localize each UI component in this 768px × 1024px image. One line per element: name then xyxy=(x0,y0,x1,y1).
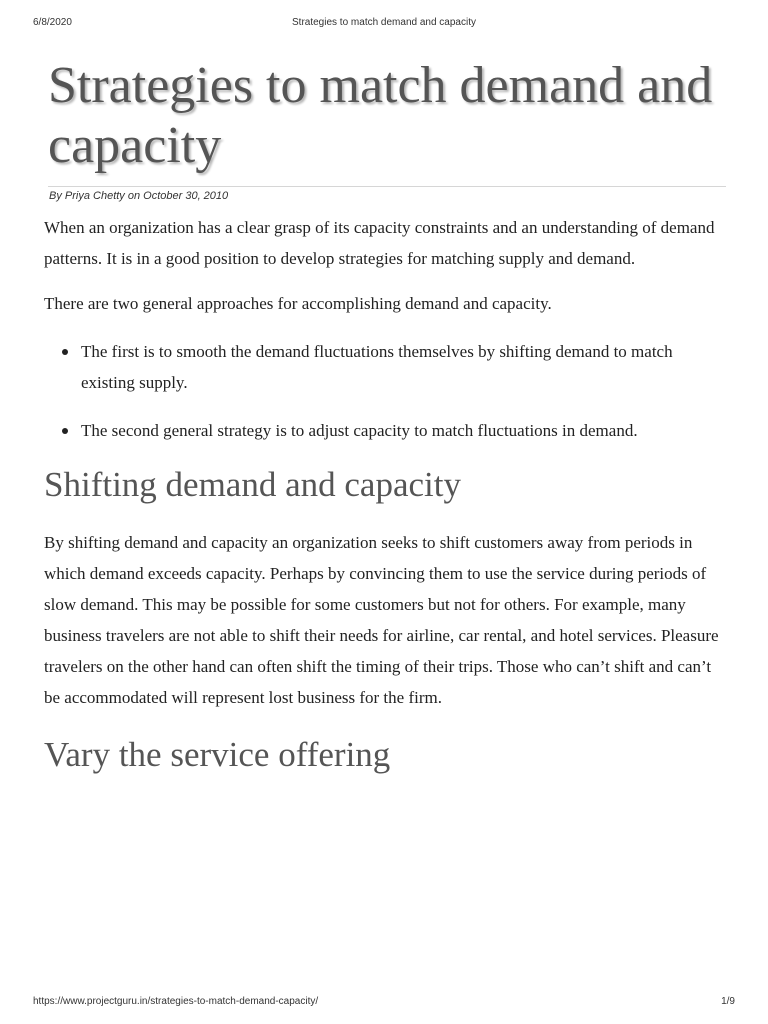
article xyxy=(44,56,726,777)
bullet-icon xyxy=(62,428,68,434)
list-item-text: The first is to smooth the demand fluctuations themselves by shifting demand to match existing supply. xyxy=(81,342,673,392)
approaches-list xyxy=(44,336,726,446)
article-byline: By Priya Chetty on October 30, 2010 xyxy=(49,190,229,202)
section-heading-shifting-demand: Shifting demand and capacity xyxy=(44,465,461,504)
approaches-paragraph: There are two general approaches for accomplishing demand and capacity. xyxy=(44,294,552,313)
shifting-demand-paragraph: By shifting demand and capacity an organization seeks to shift customers away from periods in which demand exceeds capacity. Perhaps by convincing them to use the service during periods of slow demand. This may be possible for some customers but not for others. For example, many business travelers are not able to shift their needs for airline, car rental, and hotel services. Pleasure travelers on the other hand can often shift the timing of their trips. Those who can’t shift and can’t be accommodated will represent lost business for the firm. xyxy=(44,533,719,707)
article-title: Strategies to match demand and capacity xyxy=(48,57,713,174)
print-date: 6/8/2020 xyxy=(33,17,72,28)
intro-paragraph: When an organization has a clear grasp of its capacity constraints and an understanding of demand patterns. It is in a good position to develop strategies for matching supply and demand. xyxy=(44,218,715,268)
list-item-text: The second general strategy is to adjust capacity to match fluctuations in demand. xyxy=(81,421,638,440)
list-item xyxy=(81,415,726,446)
list-item xyxy=(81,336,726,398)
print-page-title: Strategies to match demand and capacity xyxy=(292,17,476,28)
print-header xyxy=(33,17,735,31)
page-url-link[interactable]: https://www.projectguru.in/strategies-to-match-demand-capacity/ xyxy=(33,996,319,1007)
title-divider xyxy=(48,186,726,187)
print-footer xyxy=(33,996,735,1010)
page-number: 1/9 xyxy=(721,996,735,1007)
section-heading-vary-service: Vary the service offering xyxy=(44,735,391,774)
bullet-icon xyxy=(62,349,68,355)
